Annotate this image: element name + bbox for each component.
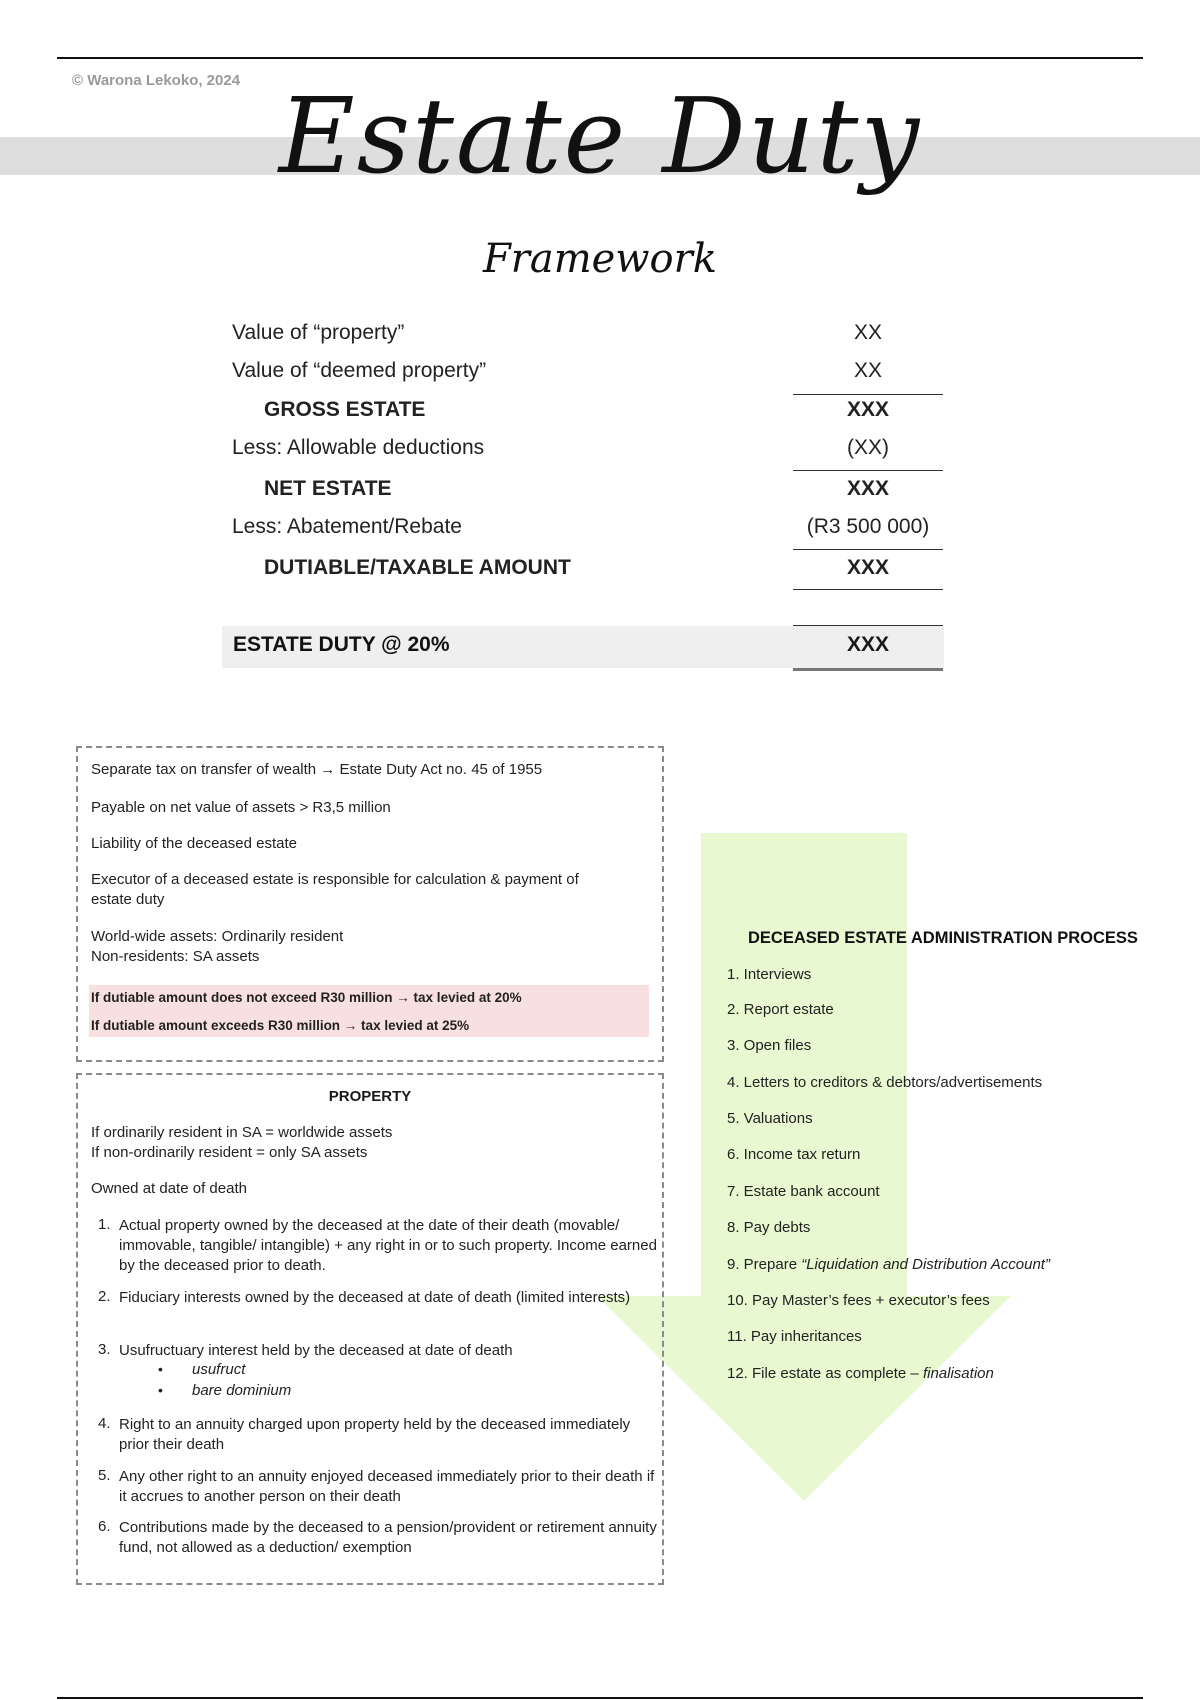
list-number: 6. (98, 1518, 111, 1535)
sub-item: usufruct (192, 1361, 246, 1378)
overview-line: Non-residents: SA assets (91, 948, 260, 965)
overview-line: Separate tax on transfer of wealth → Estate Duty Act no. 45 of 1955 (91, 761, 543, 778)
overview-line: estate duty (91, 891, 165, 908)
estate-duty-label: ESTATE DUTY @ 20% (233, 633, 450, 656)
process-step: 3. Open files (727, 1037, 812, 1054)
process-step: 11. Pay inheritances (727, 1328, 862, 1345)
rate-line: If dutiable amount does not exceed R30 million → tax levied at 20% (91, 990, 522, 1005)
list-item: Right to an annuity charged upon property held by the deceased immediately prior their death (119, 1416, 631, 1453)
process-step-italic: finalisation (922, 1365, 994, 1382)
rate-line: If dutiable amount exceeds R30 million → tax levied at 25% (91, 1018, 470, 1033)
process-step-text: 12. File estate as complete – (727, 1365, 919, 1382)
framework-label: NET ESTATE (264, 477, 392, 500)
process-step-9 (727, 1256, 1050, 1273)
sub-item: bare dominium (192, 1382, 292, 1399)
process-step-text: 9. Prepare (727, 1256, 798, 1273)
process-step-12 (727, 1365, 994, 1382)
list-item: Actual property owned by the deceased at the date of their death (movable/ immovable, tangible/ intangible) + any right in or to such property. Income earned by the deceased prior to death. (119, 1217, 657, 1274)
process-step: 1. Interviews (727, 966, 812, 983)
list-number: 2. (98, 1288, 111, 1305)
process-step: 5. Valuations (727, 1110, 813, 1127)
estate-duty-value: XXX (846, 633, 890, 656)
framework-value: XXX (846, 477, 890, 500)
page-subtitle: Framework (482, 236, 717, 282)
process-step-italic: “Liquidation and Distribution Account” (801, 1256, 1050, 1273)
framework-value: XXX (846, 556, 890, 579)
bullet-icon: • (158, 1361, 163, 1377)
list-item: Any other right to an annuity enjoyed deceased immediately prior to their death if it accrues to another person on their death (119, 1468, 655, 1505)
list-item: Contributions made by the deceased to a pension/provident or retirement annuity fund, not allowed as a deduction/ exemption (119, 1519, 657, 1556)
owned-line: Owned at date of death (91, 1180, 247, 1197)
framework-label: Less: Abatement/Rebate (232, 515, 462, 538)
list-number: 5. (98, 1467, 111, 1484)
framework-value: XXX (846, 398, 890, 421)
framework-label: DUTIABLE/TAXABLE AMOUNT (264, 556, 571, 579)
framework-value: XX (853, 359, 882, 382)
overview-line: Liability of the deceased estate (91, 835, 297, 852)
list-number: 1. (98, 1216, 111, 1233)
bottom-rule (57, 1697, 1143, 1699)
property-heading: PROPERTY (328, 1088, 412, 1105)
framework-label: Value of “deemed property” (232, 359, 487, 382)
overview-line: Payable on net value of assets > R3,5 million (91, 799, 391, 816)
list-item: Fiduciary interests owned by the deceased at date of death (limited interests) (119, 1289, 631, 1306)
framework-value: (R3 500 000) (806, 515, 930, 538)
residency-line: If non-ordinarily resident = only SA assets (91, 1144, 368, 1161)
list-item: Usufructuary interest held by the deceased at date of death (119, 1342, 513, 1359)
process-step: 10. Pay Master’s fees + executor’s fees (727, 1292, 990, 1309)
process-step: 7. Estate bank account (727, 1183, 880, 1200)
framework-label: GROSS ESTATE (264, 398, 426, 421)
list-number: 3. (98, 1341, 111, 1358)
overview-line: Executor of a deceased estate is responsible for calculation & payment of (91, 871, 579, 888)
bullet-icon: • (158, 1382, 163, 1398)
process-step: 6. Income tax return (727, 1146, 861, 1163)
copyright: © Warona Lekoko, 2024 (72, 72, 241, 89)
process-step: 8. Pay debts (727, 1219, 811, 1236)
process-step: 4. Letters to creditors & debtors/advertisements (727, 1074, 1043, 1091)
process-title: DECEASED ESTATE ADMINISTRATION PROCESS (748, 929, 1138, 947)
list-number: 4. (98, 1415, 111, 1432)
residency-line: If ordinarily resident in SA = worldwide assets (91, 1124, 393, 1141)
framework-label: Value of “property” (232, 321, 405, 344)
framework-value: XX (853, 321, 882, 344)
overview-line: World-wide assets: Ordinarily resident (91, 928, 344, 945)
framework-value: (XX) (847, 436, 889, 459)
framework-label: Less: Allowable deductions (232, 436, 485, 459)
page-title: Estate Duty (278, 75, 922, 197)
process-step: 2. Report estate (727, 1001, 834, 1018)
